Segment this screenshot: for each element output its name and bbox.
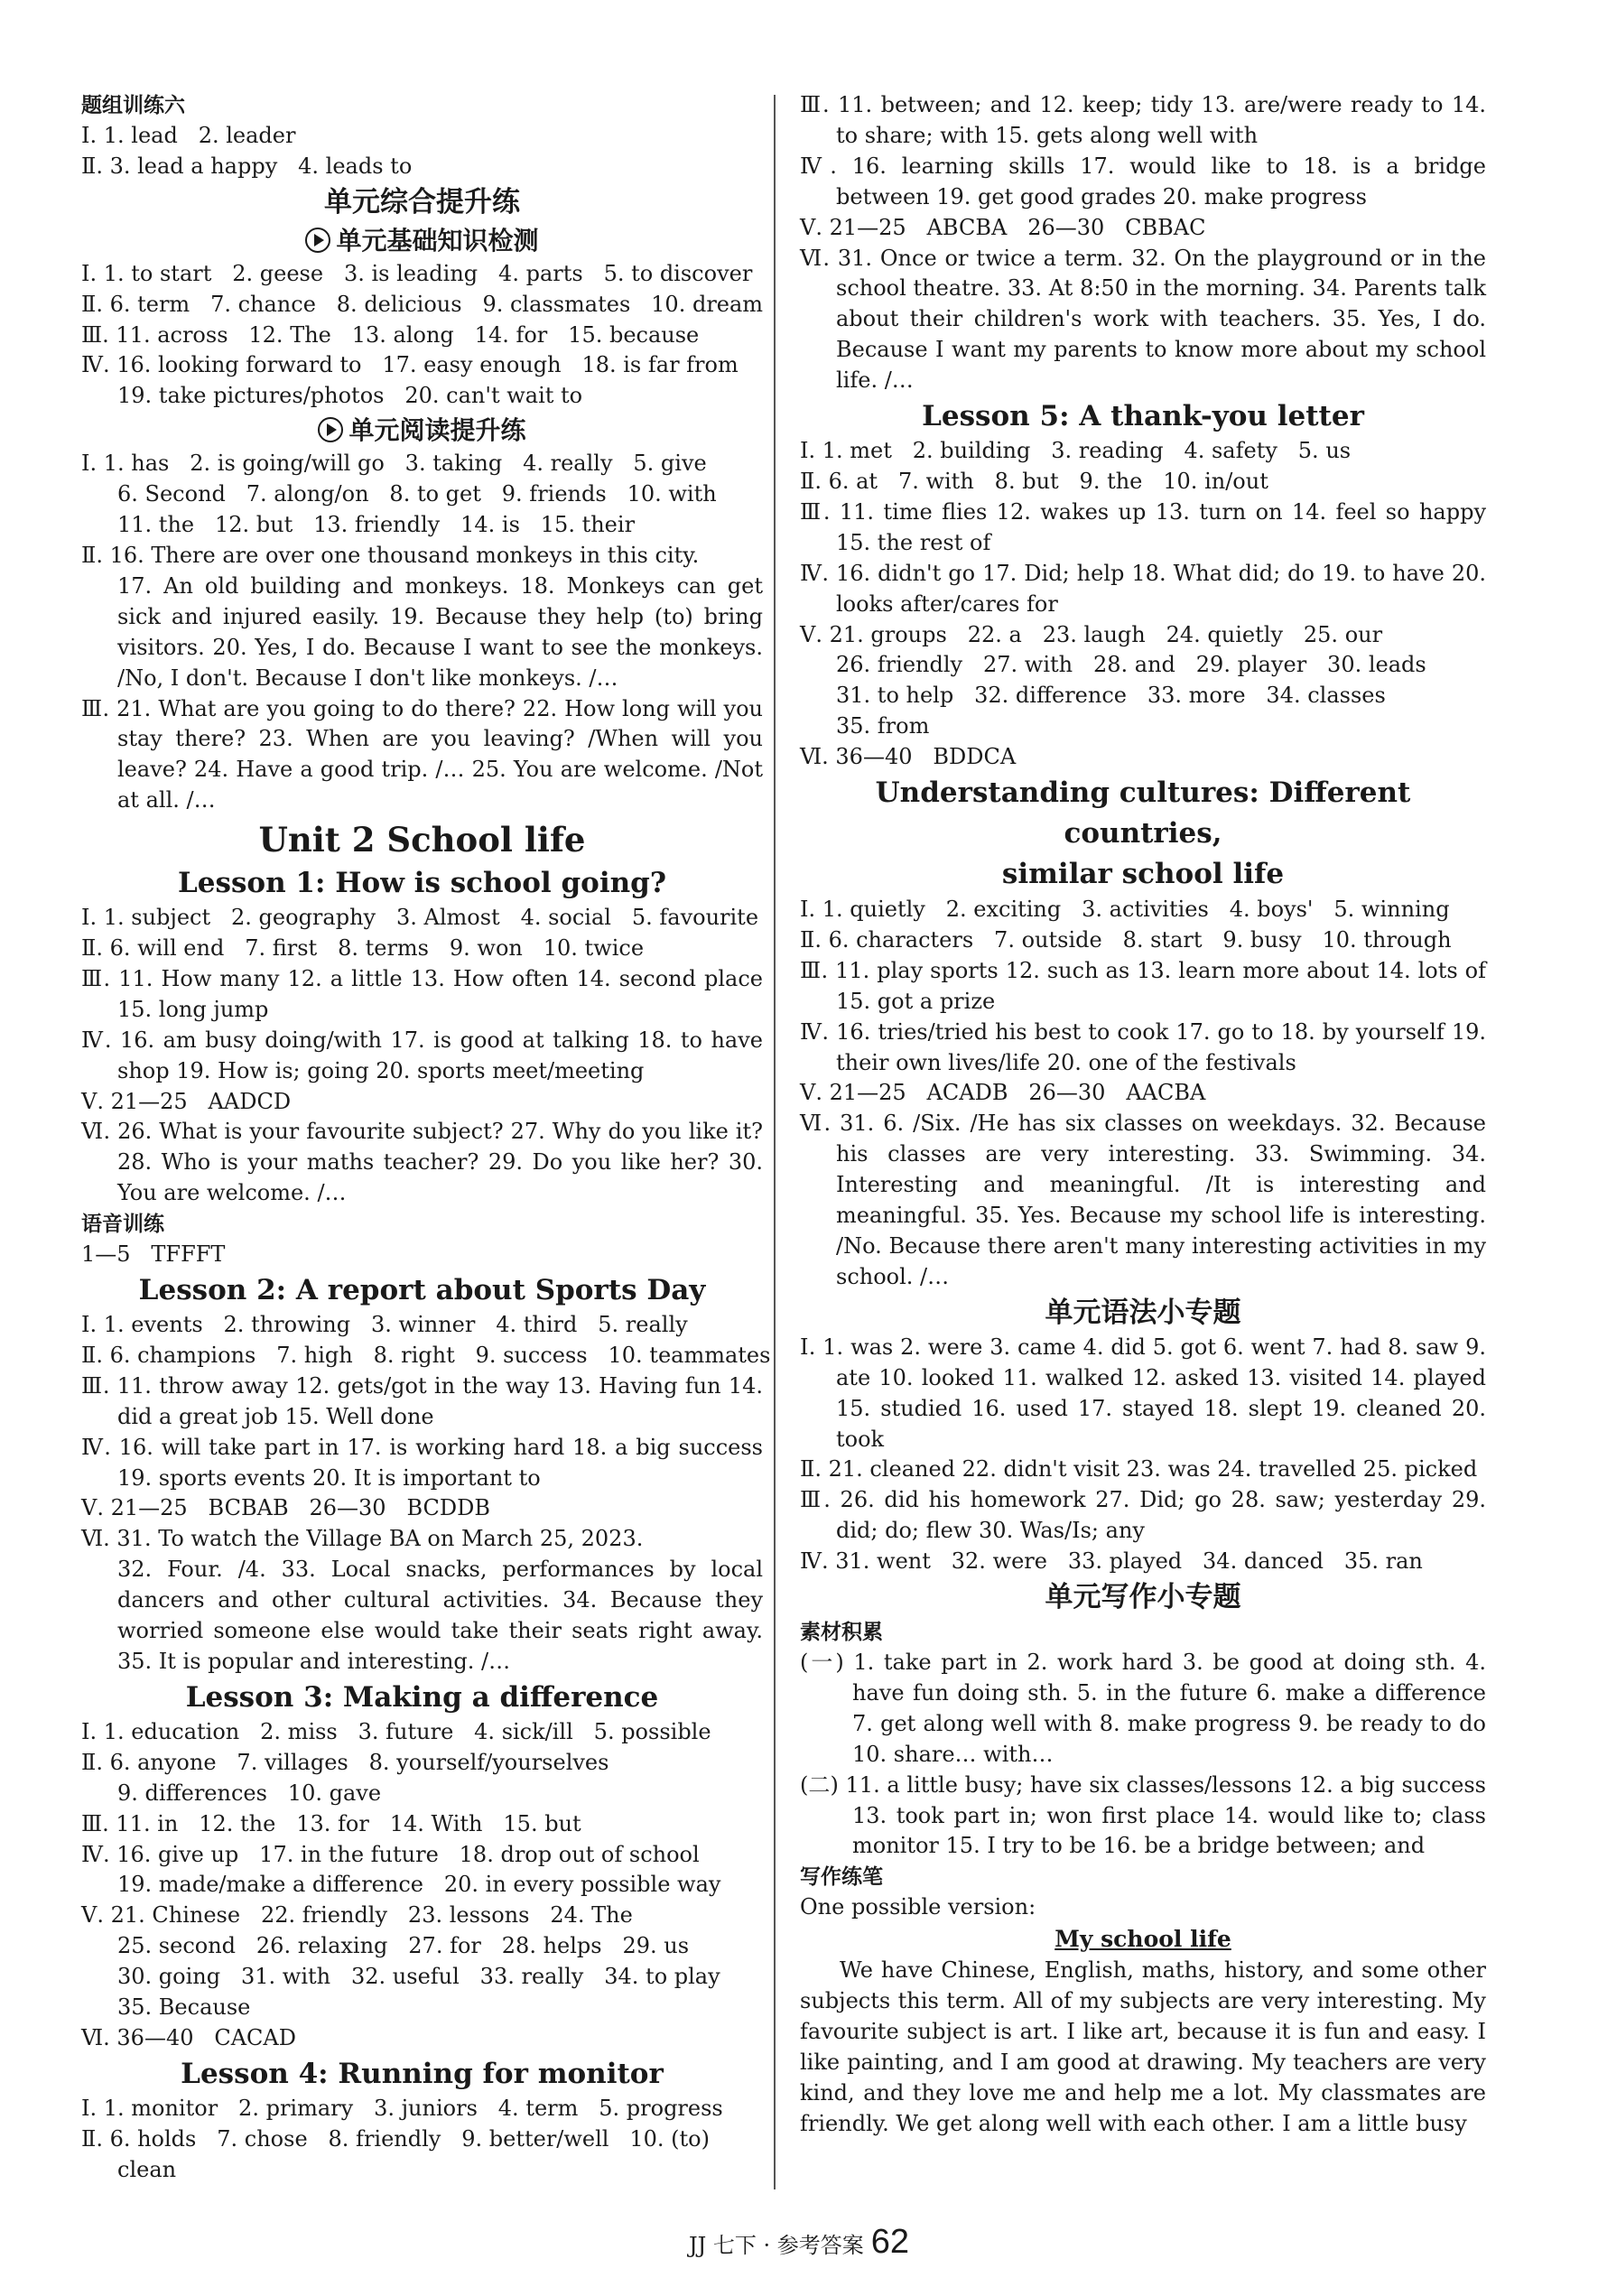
answer-line: Ⅴ. 21. groups 22. a 23. laugh 24. quietly 25. our xyxy=(800,621,1383,647)
answer-paragraph: Ⅱ. 21. cleaned 22. didn't visit 23. was 24. travelled 25. picked xyxy=(800,1456,1478,1483)
answer-line: 26. friendly 27. with 28. and 29. player 30. leads xyxy=(836,652,1426,678)
lesson-5-answers xyxy=(800,620,1486,774)
answer-line: Ⅰ. 1. education 2. miss 3. future 4. sick/ill 5. possible xyxy=(81,1718,711,1744)
grammar-topic-title: 单元语法小专题 xyxy=(1045,1296,1241,1329)
answer-paragraph: 32. Four. /4. 33. Local snacks, performances by local dancers and other cultural activities. 34. Because they worried someone else would take their seats right away. 35. It is popular and interesting. /… xyxy=(117,1557,763,1674)
basic-knowledge-heading xyxy=(81,222,763,259)
essay-title: My school life xyxy=(1054,1926,1231,1953)
answer-line: Ⅰ. 1. events 2. throwing 3. winner 4. third 5. really xyxy=(81,1312,688,1337)
essay-body: We have Chinese, English, maths, history, and some other subjects this term. All of my subjects are very interesting. My favourite subject is art. I like art, because it is fun and easy. I like painting, and I am good at drawing. My teachers are very kind, and they love me and help me a lot. My classmates are friendly. We get along well with each other. I am a little busy xyxy=(800,1957,1486,2136)
answer-paragraph: (一) 1. take part in 2. work hard 3. be good at doing sth. 4. have fun doing sth. 5. in the future 6. make a difference 7. get along well with 8. make progress 9. be ready to do 10. share… with… xyxy=(800,1649,1486,1767)
footer-label: JJ 七下 · 参考答案 xyxy=(688,2233,864,2258)
answer-line: Ⅳ. 16. give up 17. in the future 18. drop out of school xyxy=(81,1841,700,1867)
reading-heading xyxy=(81,412,763,449)
answer-line: 25. second 26. relaxing 27. for 28. helps 29. us xyxy=(117,1933,690,1959)
section-title-materials: 素材积累 xyxy=(800,1620,883,1644)
basic-knowledge-title: 单元基础知识检测 xyxy=(336,225,539,256)
answer-paragraph: Ⅲ. 11. time flies 12. wakes up 13. turn on 14. feel so happy 15. the rest of xyxy=(800,498,1486,555)
reading-title: 单元阅读提升练 xyxy=(348,415,526,446)
answer-paragraph: (二) 11. a little busy; have six classes/lessons 12. a big success 13. took part in; won first place 14. would like to; class monitor 15. I try to be 16. be a bridge between; and xyxy=(800,1771,1486,1859)
answer-line: Ⅰ. 1. quietly 2. exciting 3. activities 4. boys' 5. winning xyxy=(800,897,1450,923)
answer-line: 1—5 TFFFT xyxy=(81,1241,226,1268)
answer-paragraph: Ⅲ. 11. How many 12. a little 13. How often 14. second place 15. long jump xyxy=(81,965,763,1022)
play-arrow-icon xyxy=(305,228,330,253)
answer-paragraph: Ⅳ. 16. didn't go 17. Did; help 18. What did; do 19. to have 20. looks after/cares for xyxy=(800,560,1486,617)
answer-line: 31. to help 32. difference 33. more 34. classes xyxy=(836,683,1386,709)
lesson-3-answers xyxy=(81,1717,763,2054)
answer-line: Ⅱ. 6. will end 7. first 8. terms 9. won 10. twice xyxy=(81,935,645,962)
answer-line: Ⅱ. 16. There are over one thousand monkeys in this city. xyxy=(81,542,700,568)
column-divider xyxy=(774,95,776,2189)
answer-line: Ⅰ. 1. lead 2. leader xyxy=(81,122,296,148)
answer-line: Ⅰ. 1. subject 2. geography 3. Almost 4. social 5. favourite xyxy=(81,905,759,931)
understanding-cultures-title-line-2: similar school life xyxy=(1001,858,1285,891)
answer-paragraph: Ⅲ. 11. play sports 12. such as 13. learn more about 14. lots of 15. got a prize xyxy=(800,957,1486,1014)
lesson-2-title: Lesson 2: A report about Sports Day xyxy=(138,1274,706,1306)
answer-line: Ⅰ. 1. met 2. building 3. reading 4. safety 5. us xyxy=(800,438,1352,464)
answer-line: Ⅰ. 1. to start 2. geese 3. is leading 4. parts 5. to discover xyxy=(81,260,753,286)
answer-line: Ⅳ. 16. looking forward to 17. easy enough 18. is far from xyxy=(81,352,739,378)
answer-line: Ⅲ. 11. in 12. the 13. for 14. With 15. but xyxy=(81,1810,581,1836)
answer-line: 19. take pictures/photos 20. can't wait to xyxy=(117,383,583,409)
answer-line: Ⅲ. 11. across 12. The 13. along 14. for 15. because xyxy=(81,321,700,348)
answer-line: 19. made/make a difference 20. in every possible way xyxy=(117,1872,721,1898)
answer-paragraph: Ⅳ. 16. am busy doing/with 17. is good at talking 18. to have shop 19. How is; going 20. sports meet/meeting xyxy=(81,1027,763,1083)
answer-paragraph: Ⅲ. 26. did his homework 27. Did; go 28. saw; yesterday 29. did; do; flew 30. Was/Is; any xyxy=(800,1487,1486,1544)
answer-line: clean xyxy=(117,2156,177,2182)
unit-review-title: 单元综合提升练 xyxy=(324,185,520,218)
answer-line: Ⅱ. 6. at 7. with 8. but 9. the 10. in/out xyxy=(800,468,1268,494)
answer-paragraph: Ⅳ. 16. will take part in 17. is working hard 18. a big success 19. sports events 20. It is important to xyxy=(81,1434,763,1491)
lesson-1-title: Lesson 1: How is school going? xyxy=(177,867,666,900)
page-number: 62 xyxy=(870,2223,910,2261)
answer-line: Ⅱ. 6. champions 7. high 8. right 9. success 10. teammates xyxy=(81,1342,771,1368)
answer-paragraph: Ⅵ. 31. Once or twice a term. 32. On the playground or in the school theatre. 33. At 8:50 in the morning. 34. Parents talk about their children's work with teachers. 35. Yes, I do. Because I want my parents to know more about my school life. /… xyxy=(800,245,1486,394)
answer-line: 9. differences 10. gave xyxy=(117,1780,382,1806)
answer-line: 6. Second 7. along/on 8. to get 9. friends 10. with xyxy=(117,481,717,507)
section-title-writing-practice: 写作练笔 xyxy=(800,1864,883,1889)
section-title-group-training-6: 题组训练六 xyxy=(81,93,185,116)
answer-line: Ⅰ. 1. monitor 2. primary 3. juniors 4. term 5. progress xyxy=(81,2095,723,2121)
answer-line: Ⅴ. 21—25 AADCD xyxy=(81,1088,292,1114)
section-title-phonetics: 语音训练 xyxy=(81,1212,164,1236)
answer-line: Ⅰ. 1. has 2. is going/will go 3. taking 4. really 5. give xyxy=(81,451,707,477)
answer-paragraph: Ⅰ. 1. was 2. were 3. came 4. did 5. got 6. went 7. had 8. saw 9. ate 10. looked 11. walked 12. asked 13. visited 14. played 15. studied 16. used 17. stayed 18. slept 19. cleaned 20. took xyxy=(800,1334,1486,1452)
answer-line: 11. the 12. but 13. friendly 14. is 15. their xyxy=(117,512,636,538)
left-column xyxy=(81,90,771,2186)
answer-paragraph: Ⅳ. 16. tries/tried his best to cook 17. go to 18. by yourself 19. their own lives/life 20. one of the festivals xyxy=(800,1018,1486,1075)
answer-paragraph: 17. An old building and monkeys. 18. Monkeys can get sick and injured easily. 19. Because they help (to) bring visitors. 20. Yes, I do. Because I want to see the monkeys. /No, I don't. Because I don't like monkeys. /… xyxy=(117,572,763,691)
answer-paragraph: Ⅲ. 21. What are you going to do there? 22. How long will you stay there? 23. When are you leaving? /When will you leave? 24. Have a good trip. /… 25. You are welcome. /Not at all. /… xyxy=(81,695,763,813)
answer-line: Ⅴ. 21. Chinese 22. friendly 23. lessons 24. The xyxy=(81,1902,633,1929)
answer-paragraph: Ⅵ. 26. What is your favourite subject? 27. Why do you like it? 28. Who is your maths teacher? 29. Do you like her? 30. You are welcome. /… xyxy=(81,1119,763,1206)
right-column xyxy=(800,90,1486,2140)
answer-paragraph: Ⅳ. 16. learning skills 17. would like to 18. is a bridge between 19. get good grades 20. make progress xyxy=(800,153,1486,209)
page-footer xyxy=(0,2223,1598,2262)
writing-topic-title: 单元写作小专题 xyxy=(1045,1581,1241,1614)
answer-line: Ⅵ. 36—40 CACAD xyxy=(81,2024,296,2050)
answer-line: 30. going 31. with 32. useful 33. really 34. to play xyxy=(117,1964,720,1990)
play-arrow-icon xyxy=(318,417,343,442)
answer-line: Ⅱ. 6. holds 7. chose 8. friendly 9. better/well 10. (to) xyxy=(81,2125,710,2152)
answer-paragraph: Ⅵ. 31. 6. /Six. /He has six classes on weekdays. 32. Because his classes are very interesting. 33. Swimming. 34. Interesting and meaningful. /It is interesting and meaningful. 35. Yes. Because my school life is interesting. /No. Because there aren't many interesting activities in my school. /… xyxy=(800,1111,1486,1289)
answer-line: 35. Because xyxy=(117,1994,251,2021)
answer-line: Ⅱ. 3. lead a happy 4. leads to xyxy=(81,153,413,179)
answer-paragraph: Ⅲ. 11. between; and 12. keep; tidy 13. are/were ready to 14. to share; with 15. gets along well with xyxy=(800,92,1486,148)
answer-line: 35. from xyxy=(836,713,930,739)
answer-line: Ⅴ. 21—25 ABCBA 26—30 CBBAC xyxy=(800,214,1206,240)
understanding-cultures-title-line-1: Understanding cultures: Different countries, xyxy=(875,776,1411,851)
answer-line: Ⅱ. 6. characters 7. outside 8. start 9. busy 10. through xyxy=(800,926,1452,953)
answer-line: Ⅵ. 31. To watch the Village BA on March 25, 2023. xyxy=(81,1526,644,1552)
answer-line: Ⅵ. 36—40 BDDCA xyxy=(800,744,1017,770)
answer-line: Ⅴ. 21—25 BCBAB 26—30 BCDDB xyxy=(81,1495,491,1521)
lesson-3-title: Lesson 3: Making a difference xyxy=(185,1680,659,1714)
answer-line: Ⅴ. 21—25 ACADB 26—30 AACBA xyxy=(800,1080,1206,1106)
lesson-5-title: Lesson 5: A thank-you letter xyxy=(922,400,1364,433)
unit-2-title: Unit 2 School life xyxy=(258,820,586,860)
lesson-4-title: Lesson 4: Running for monitor xyxy=(181,2057,664,2090)
answer-line: Ⅳ. 31. went 32. were 33. played 34. danced 35. ran xyxy=(800,1548,1423,1575)
answer-line: Ⅱ. 6. anyone 7. villages 8. yourself/yourselves xyxy=(81,1749,609,1775)
basic-answers xyxy=(81,259,763,413)
sample-intro: One possible version: xyxy=(800,1894,1036,1920)
answer-line: Ⅱ. 6. term 7. chance 8. delicious 9. classmates 10. dream xyxy=(81,291,764,317)
answer-paragraph: Ⅲ. 11. throw away 12. gets/got in the way 13. Having fun 14. did a great job 15. Well done xyxy=(81,1372,763,1429)
